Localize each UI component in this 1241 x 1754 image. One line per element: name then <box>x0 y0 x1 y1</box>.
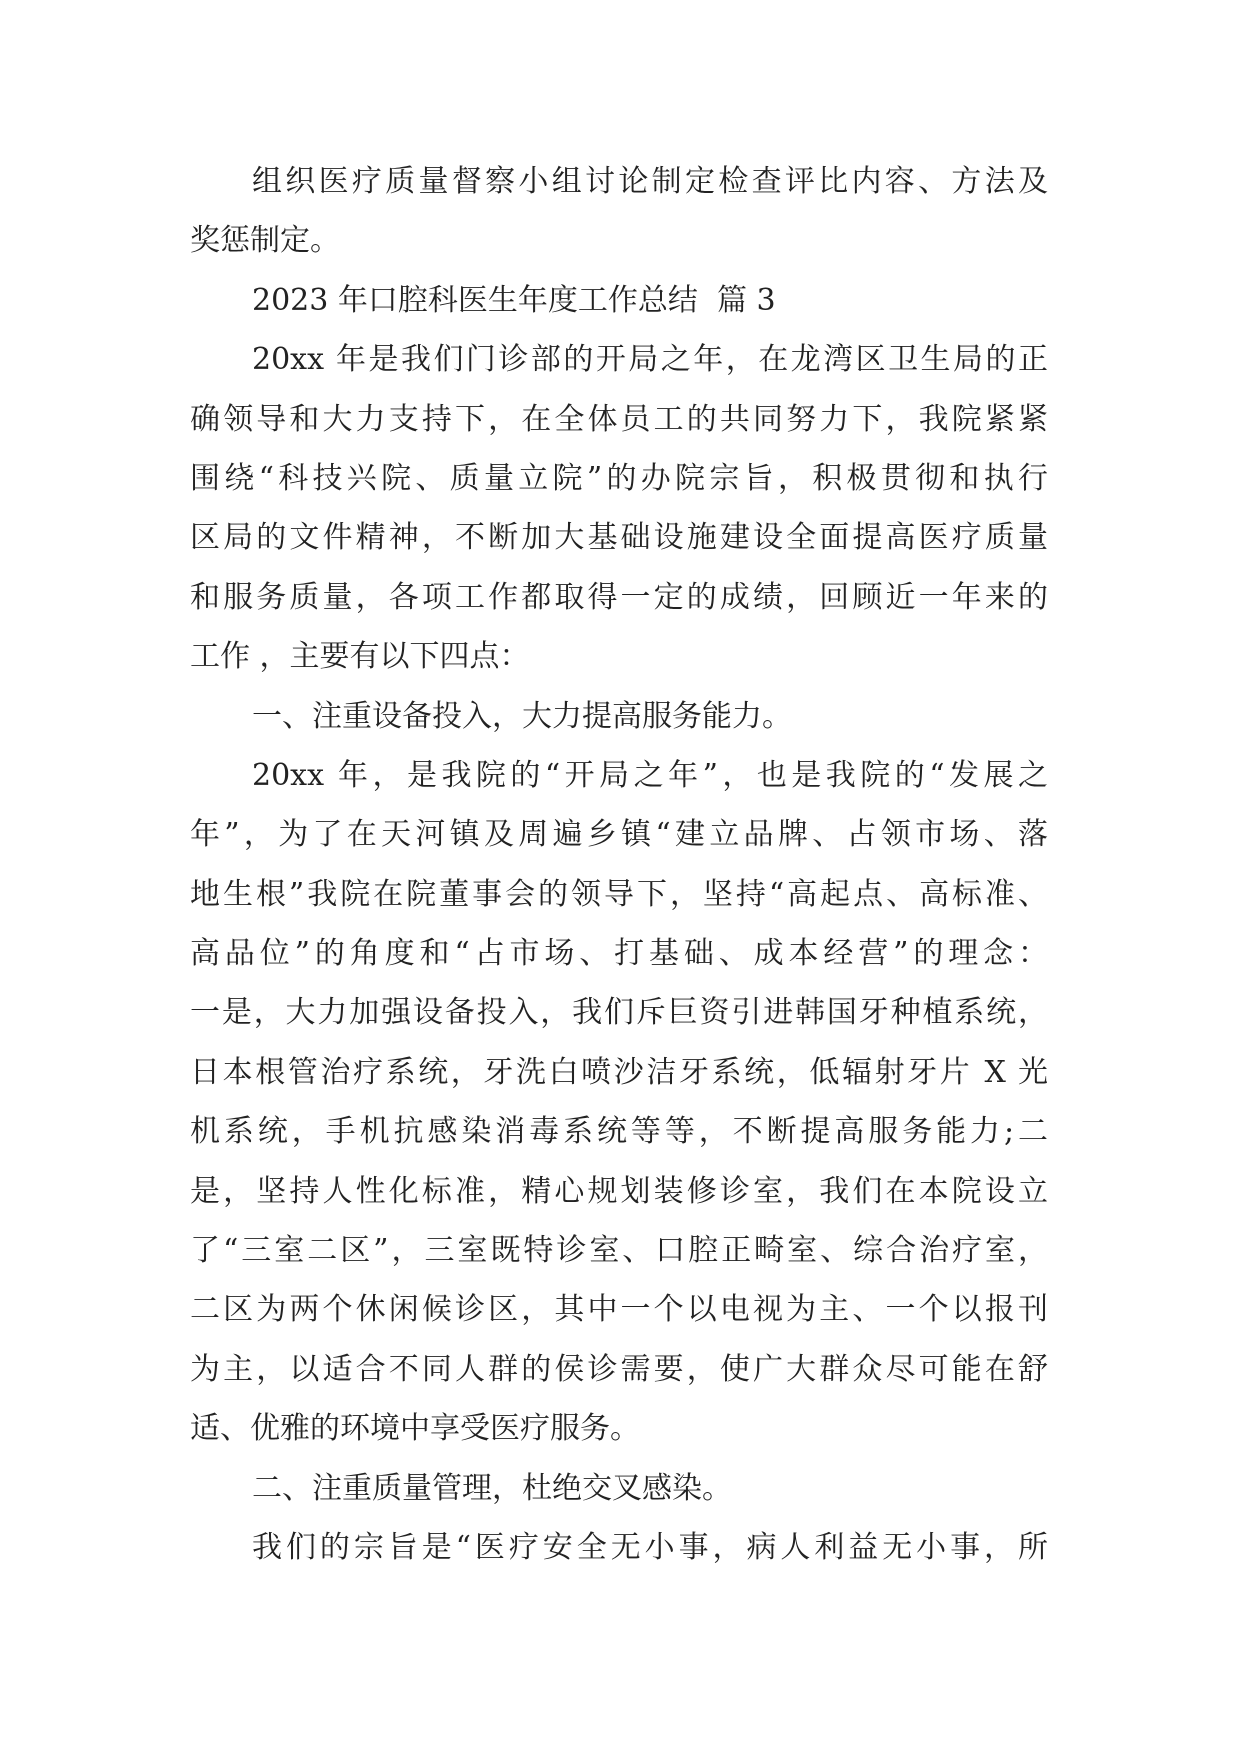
section-heading: 2023 年口腔科医生年度工作总结 篇 3 <box>252 282 776 318</box>
paragraph-line: 围绕“科技兴院、质量立院”的办院宗旨，积极贯彻和执行 <box>190 460 1048 496</box>
subsection-heading: 一、注重设备投入，大力提高服务能力。 <box>252 698 792 734</box>
paragraph-line: 奖惩制定。 <box>190 223 340 259</box>
paragraph-line: 确领导和大力支持下，在全体员工的共同努力下，我院紧紧 <box>190 401 1048 437</box>
paragraph-line: 适、优雅的环境中享受医疗服务。 <box>190 1411 640 1447</box>
paragraph-line: 地生根”我院在院董事会的领导下，坚持“高起点、高标准、 <box>190 876 1048 912</box>
paragraph-line: 是，坚持人性化标准，精心规划装修诊室，我们在本院设立 <box>190 1173 1048 1209</box>
paragraph-line: 工作 ，主要有以下四点： <box>190 639 530 675</box>
document-body <box>190 152 1048 1577</box>
paragraph-line: 一是，大力加强设备投入，我们斥巨资引进韩国牙种植系统， <box>190 995 1048 1031</box>
paragraph-line: 我们的宗旨是“医疗安全无小事，病人利益无小事，所 <box>252 1529 1048 1565</box>
paragraph-line: 为主，以适合不同人群的侯诊需要，使广大群众尽可能在舒 <box>190 1351 1048 1387</box>
paragraph-line: 和服务质量，各项工作都取得一定的成绩，回顾近一年来的 <box>190 579 1048 615</box>
subsection-heading: 二、注重质量管理，杜绝交叉感染。 <box>252 1470 732 1506</box>
paragraph-line: 20xx 年是我们门诊部的开局之年，在龙湾区卫生局的正 <box>252 342 1048 378</box>
paragraph-line: 20xx 年，是我院的“开局之年”，也是我院的“发展之 <box>252 757 1048 793</box>
paragraph-line: 高品位”的角度和“占市场、打基础、成本经营”的理念： <box>190 936 1048 972</box>
paragraph-line: 二区为两个休闲候诊区，其中一个以电视为主、一个以报刊 <box>190 1292 1048 1328</box>
paragraph-line: 年”，为了在天河镇及周遍乡镇“建立品牌、占领市场、落 <box>190 817 1048 853</box>
paragraph-line: 了“三室二区”，三室既特诊室、口腔正畸室、综合治疗室， <box>190 1233 1048 1269</box>
paragraph-line: 组织医疗质量督察小组讨论制定检查评比内容、方法及 <box>252 164 1048 199</box>
paragraph-line: 日本根管治疗系统，牙洗白喷沙洁牙系统，低辐射牙片 X 光 <box>190 1054 1048 1090</box>
paragraph-line: 区局的文件精神，不断加大基础设施建设全面提高医疗质量 <box>190 520 1048 556</box>
paragraph-line: 机系统，手机抗感染消毒系统等等，不断提高服务能力;二 <box>190 1114 1048 1150</box>
